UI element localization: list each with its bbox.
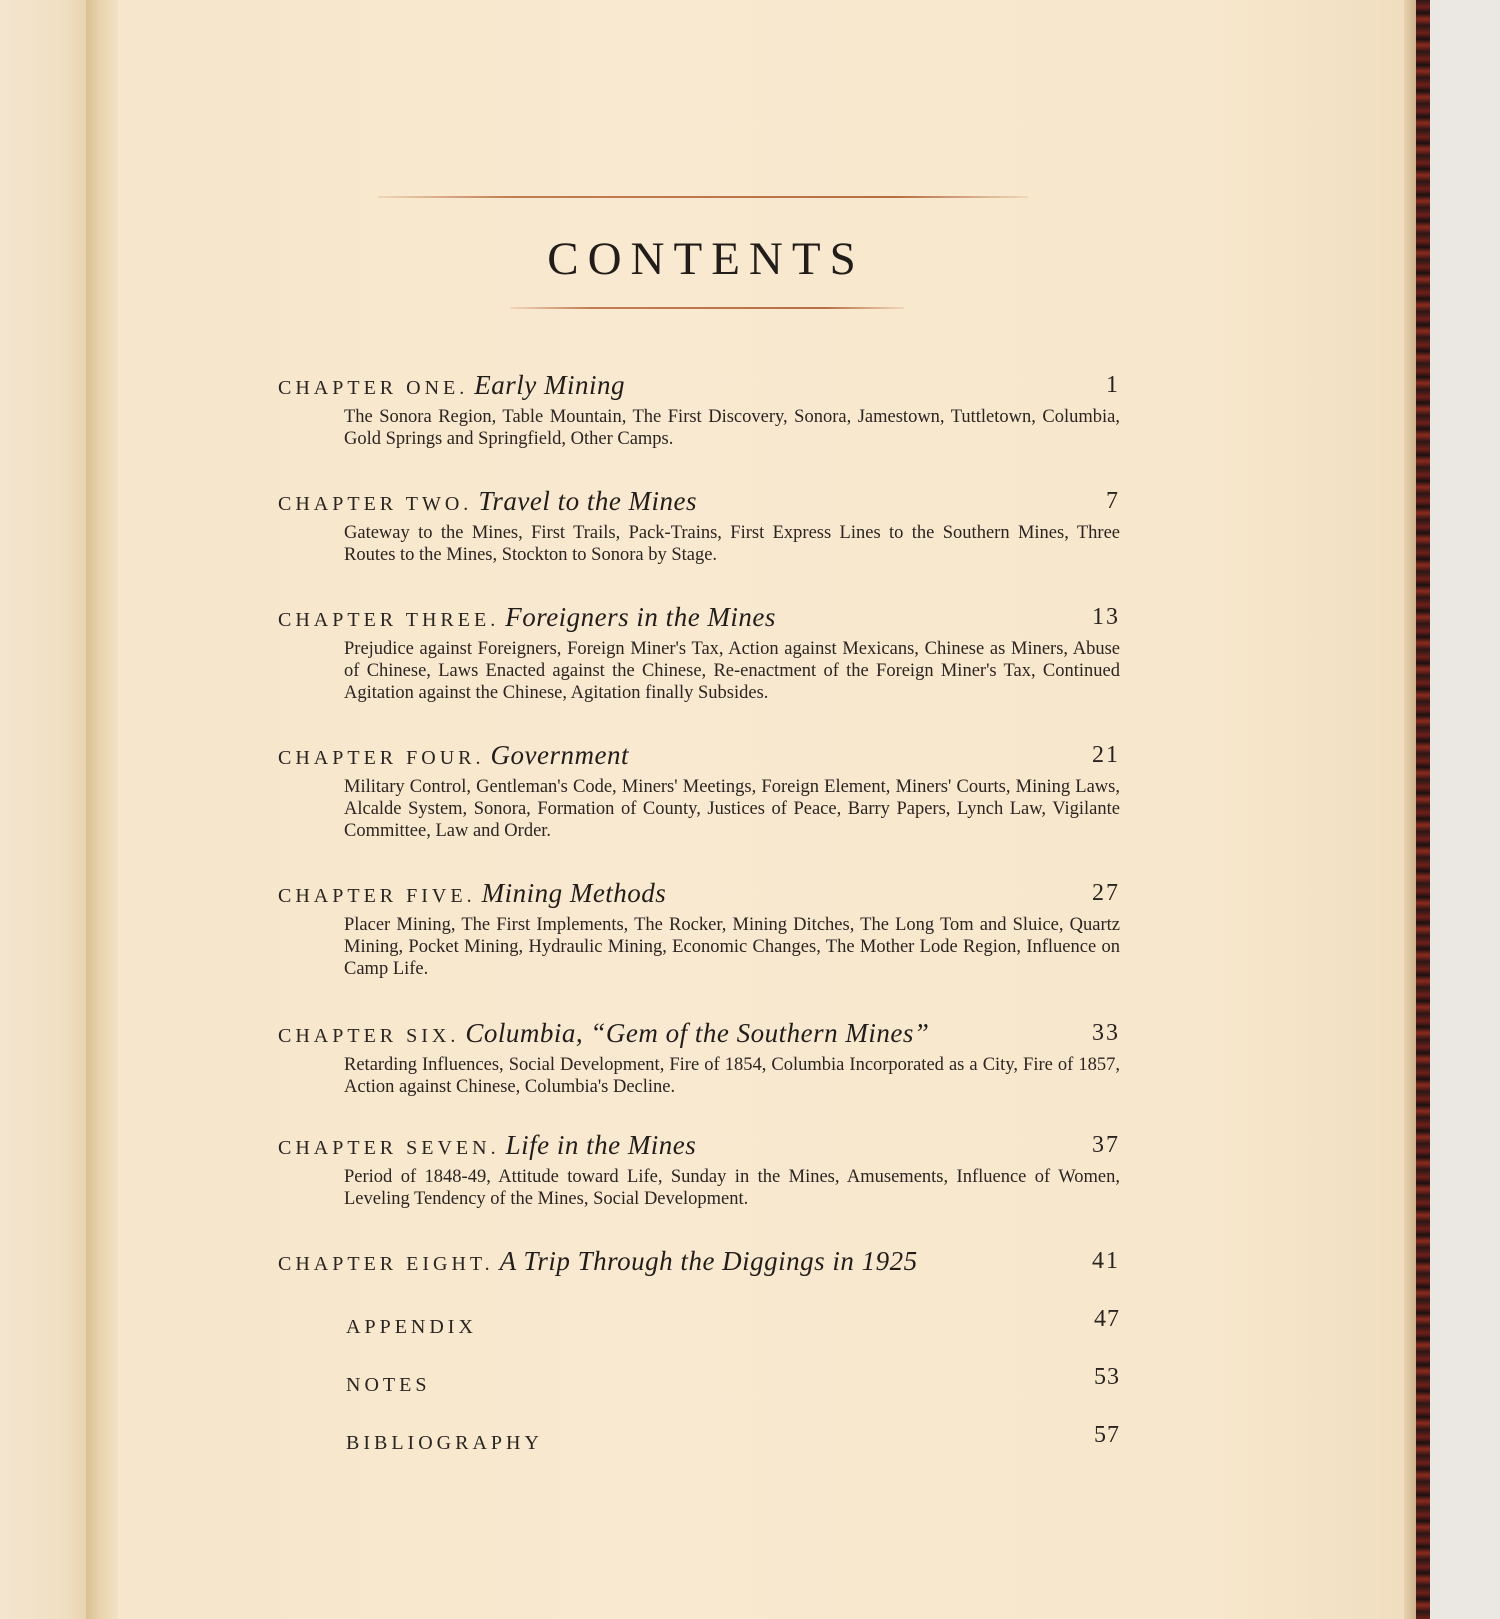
- entry-heading: [278, 740, 1120, 776]
- entry-heading: [278, 1018, 1120, 1054]
- chapter-title: Government: [490, 740, 629, 770]
- page-number: 27: [1092, 880, 1120, 906]
- page-title: CONTENTS: [547, 233, 865, 285]
- chapter-label: CHAPTER THREE.: [278, 609, 500, 631]
- chapter-title: Early Mining: [474, 370, 625, 400]
- backdrop: [1430, 0, 1500, 1619]
- page-number: 21: [1092, 742, 1120, 768]
- chapter-description: Placer Mining, The First Implements, The Rocker, Mining Ditches, The Long Tom and Sluice, Quartz Mining, Pocket Mining, Hydraulic Mining, Economic Changes, The Mother Lode Region, Influence on Camp Life.: [344, 915, 1120, 979]
- toc-entry-chapter-two[interactable]: [278, 486, 1120, 602]
- page-number: 41: [1092, 1248, 1120, 1274]
- entry-heading: [278, 486, 1120, 522]
- page-number: 7: [1106, 488, 1120, 514]
- chapter-description: Prejudice against Foreigners, Foreign Miner's Tax, Action against Mexicans, Chinese as Miners, Abuse of Chinese, Laws Enacted against the Chinese, Re-enactment of the Foreign Miner's Tax, Continued Agitation against the Chinese, Agitation finally Subsides.: [344, 639, 1120, 703]
- chapter-title: Foreigners in the Mines: [505, 602, 776, 632]
- toc-entry-chapter-three[interactable]: [278, 602, 1120, 740]
- entry-heading: [278, 1130, 1120, 1166]
- toc-entry-chapter-five[interactable]: [278, 878, 1120, 1018]
- chapter-title: Travel to the Mines: [478, 486, 698, 516]
- entry-heading: [278, 1246, 1120, 1282]
- table-of-contents: [278, 370, 1120, 1286]
- chapter-label: CHAPTER SIX.: [278, 1025, 460, 1047]
- chapter-label: CHAPTER TWO.: [278, 493, 473, 515]
- chapter-label: CHAPTER EIGHT.: [278, 1253, 494, 1275]
- entry-heading: [278, 370, 1120, 406]
- marbled-cover-edge: [1416, 0, 1430, 1619]
- entry-heading: [278, 878, 1120, 914]
- chapter-description: Military Control, Gentleman's Code, Miners' Meetings, Foreign Element, Miners' Courts, Mining Laws, Alcalde System, Sonora, Formation of County, Justices of Peace, Barry Papers, Lynch Law, Vigilante Committee, Law and Order.: [344, 777, 1120, 841]
- toc-entry-chapter-one[interactable]: [278, 370, 1120, 486]
- chapter-label: CHAPTER SEVEN.: [278, 1137, 500, 1159]
- toc-entry-chapter-eight[interactable]: [278, 1246, 1120, 1286]
- page-number: 57: [1094, 1422, 1120, 1448]
- toc-entry-appendix[interactable]: [346, 1306, 1120, 1348]
- top-ornamental-rule: [378, 196, 1028, 198]
- chapter-description: Period of 1848-49, Attitude toward Life, Sunday in the Mines, Amusements, Influence of Women, Leveling Tendency of the Mines, Social Development.: [344, 1167, 1120, 1209]
- chapter-title: Mining Methods: [481, 878, 667, 908]
- entry-heading: [278, 602, 1120, 638]
- bottom-ornamental-rule: [510, 307, 904, 309]
- back-matter-label: NOTES: [346, 1374, 431, 1396]
- page-number: 37: [1092, 1132, 1120, 1158]
- toc-entry-chapter-seven[interactable]: [278, 1130, 1120, 1246]
- page-number: 53: [1094, 1364, 1120, 1390]
- chapter-label: CHAPTER FIVE.: [278, 885, 476, 907]
- chapter-label: CHAPTER ONE.: [278, 377, 469, 399]
- toc-entry-chapter-four[interactable]: [278, 740, 1120, 878]
- back-matter-label: APPENDIX: [346, 1316, 477, 1338]
- page-number: 13: [1092, 604, 1120, 630]
- toc-entry-chapter-six[interactable]: [278, 1018, 1120, 1130]
- back-matter-label: BIBLIOGRAPHY: [346, 1432, 543, 1454]
- chapter-title: Columbia, “Gem of the Southern Mines”: [465, 1018, 930, 1048]
- chapter-description: Retarding Influences, Social Development, Fire of 1854, Columbia Incorporated as a City, Fire of 1857, Action against Chinese, Columbia's Decline.: [344, 1055, 1120, 1097]
- toc-entry-notes[interactable]: [346, 1364, 1120, 1406]
- chapter-description: Gateway to the Mines, First Trails, Pack-Trains, First Express Lines to the Southern Mines, Three Routes to the Mines, Stockton to Sonora by Stage.: [344, 523, 1120, 565]
- page-number: 33: [1092, 1020, 1120, 1046]
- chapter-title: Life in the Mines: [505, 1130, 697, 1160]
- chapter-description: The Sonora Region, Table Mountain, The First Discovery, Sonora, Jamestown, Tuttletown, Columbia, Gold Springs and Springfield, Other Camps.: [344, 407, 1120, 449]
- chapter-title: A Trip Through the Diggings in 1925: [499, 1246, 918, 1276]
- page-number: 1: [1106, 372, 1120, 398]
- page-number: 47: [1094, 1306, 1120, 1332]
- chapter-label: CHAPTER FOUR.: [278, 747, 485, 769]
- toc-entry-bibliography[interactable]: [346, 1422, 1120, 1464]
